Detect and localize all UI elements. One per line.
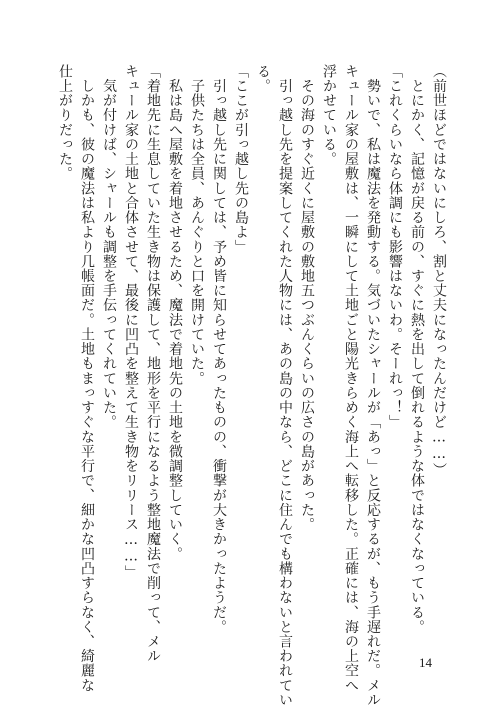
- text-line-15: キュール家の土地と合体させて、最後に凹凸を整えて生き物をリリース……」: [123, 64, 139, 580]
- text-line-13: 私は島へ屋敷を着地させるため、魔法で着地先の土地を微調整していく。: [167, 64, 183, 562]
- text-line-10: 「ここが引っ越し先の島よ」: [233, 64, 249, 255]
- page-number: 14: [419, 655, 432, 670]
- text-line-3: 「これくらいなら体調にも影響はないわ。そーれっ！」: [387, 64, 403, 430]
- text-line-12: 子供たちは全員、あんぐりと口を開けていた。: [189, 64, 205, 386]
- text-line-7: その海のすぐ近くに屋敷の敷地五つぶんくらいの広さの島があった。: [299, 64, 315, 532]
- text-line-11: 引っ越し先に関しては、予め皆に知らせてあったものの、衝撃が大きかったようだ。: [211, 64, 227, 635]
- text-line-16: 気が付けば、シャールも調整を手伝ってくれていた。: [101, 64, 117, 430]
- text-line-4: 勢いで、私は魔法を発動する。気づいたシャールが「あっ」と反応するが、もう手遅れだ。メル: [365, 64, 381, 708]
- text-line-8: 引っ越し先を提案してくれた人物には、あの島の中なら、どこに住んでも構わないと言われてい: [277, 64, 293, 708]
- text-line-6: 浮かせている。: [321, 64, 337, 167]
- text-line-18: 仕上がりだった。: [57, 64, 73, 181]
- text-line-9: る。: [255, 64, 271, 94]
- text-line-2: とにかく、記憶が戻る前の、すぐに熱を出して倒れるような体ではなくなっている。: [409, 64, 425, 635]
- text-line-1: （前世ほどではないにしろ、割と丈夫になったんだけど……）: [431, 64, 447, 478]
- text-line-5: キュール家の屋敷は、一瞬にして土地ごと陽光きらめく海上へ転移した。正確には、海の上空へ: [343, 64, 359, 693]
- text-line-14: 「着地先に生息していた生き物は保護して、地形を平行になるよう整地魔法で削って、メル: [145, 64, 161, 664]
- text-line-17: しかも、彼の魔法は私より几帳面だ。土地もまっすぐな平行で、細かな凹凸すらなく、綺麗な: [79, 64, 95, 693]
